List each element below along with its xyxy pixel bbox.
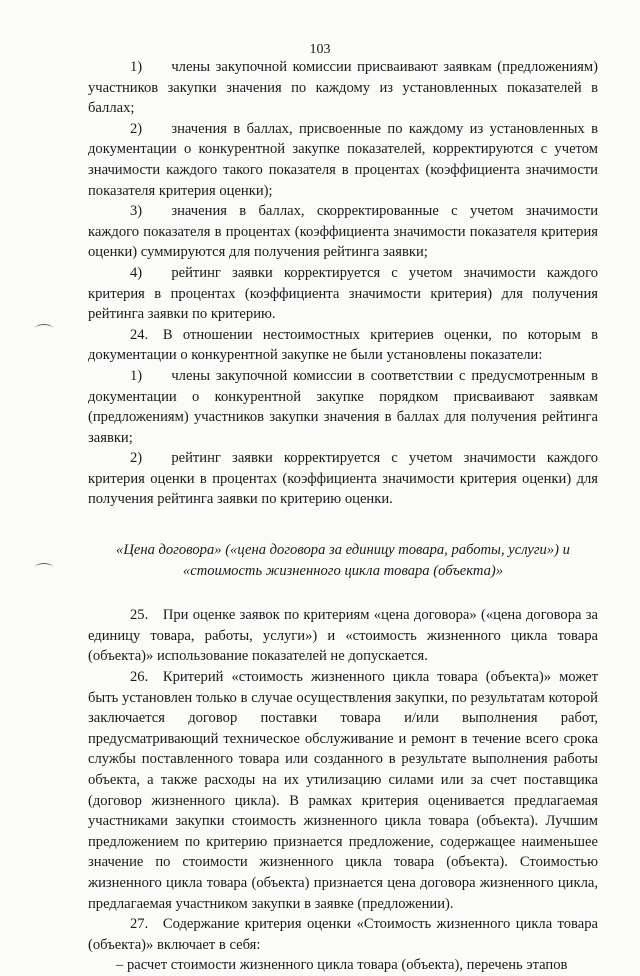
section-heading: «Цена договора» («цена договора за единицу товара, работы, услуги») и «стоимость жизненного цикла товара (объекта)» <box>116 542 570 579</box>
scan-mark <box>35 563 53 572</box>
paragraph: 1) члены закупочной комиссии присваивают заявкам (предложениям) участников закупки значения по каждому из установленных показателей в баллах; <box>88 59 598 117</box>
paragraph: 25. При оценке заявок по критериям «цена договора» («цена договора за единицу товара, работы, услуги») и «стоимость жизненного цикла товара (объекта)» использование показателей не допускается. <box>88 607 598 665</box>
paragraph: 2) рейтинг заявки корректируется с учетом значимости каждого критерия оценки в процентах (коэффициента значимости критерия оценки) для получения рейтинга заявки по критерию оценки. <box>88 450 598 508</box>
document-body <box>88 57 598 976</box>
page-number: 103 <box>309 42 331 57</box>
paragraph: 3) значения в баллах, скорректированные с учетом значимости каждого показателя в процентах (коэффициента значимости показателя критерия оценки) суммируются для получения рейтинга заявки; <box>88 203 598 261</box>
scan-mark <box>35 324 53 333</box>
paragraph: 27. Содержание критерия оценки «Стоимость жизненного цикла товара (объекта)» включает в себя: <box>88 916 598 953</box>
paragraph: 24. В отношении нестоимостных критериев оценки, по которым в документации о конкурентной закупке не были установлены показатели: <box>88 326 598 364</box>
paragraph: 1) члены закупочной комиссии в соответствии с предусмотренным в документации о конкурентной закупке порядком присваивают заявкам (предложениям) участников закупки значения в баллах для получения рейтинга заявки; <box>88 367 598 446</box>
paragraph: 26. Критерий «стоимость жизненного цикла товара (объекта)» может быть установлен только в случае осуществления закупки, по результатам которой заключается договор поставки товара и/или выполнения работ, предусматривающий техническое обслуживание и ремонт в течение всего срока службы поставленного товара или созданного в результате выполнения работы объекта, а также расходы на их утилизацию силами или за счет поставщика (договор жизненного цикла). В рамках критерия оценивается предлагаемая участниками закупки стоимость жизненного цикла товара (объекта). Лучшим предложением по критерию признается предложение, содержащее наименьшее значение по стоимости жизненного цикла товара (объекта). Стоимостью жизненного цикла товара (объекта) признается цена договора жизненного цикла, предлагаемая участником закупки в заявке (предложении). <box>88 669 598 912</box>
paragraph: 4) рейтинг заявки корректируется с учетом значимости каждого критерия в процентах (коэффициента значимости критерия) для получения рейтинга заявки по критерию. <box>88 264 598 323</box>
spacer <box>88 581 598 605</box>
paragraph: – расчет стоимости жизненного цикла товара (объекта), перечень этапов <box>116 957 568 974</box>
paragraph: 2) значения в баллах, присвоенные по каждому из установленных в документации о конкурентной закупке показателей, корректируются с учетом значимости каждого такого показателя в процентах (коэффициента значимости показателя критерия оценки); <box>88 120 598 199</box>
spacer <box>88 510 598 540</box>
